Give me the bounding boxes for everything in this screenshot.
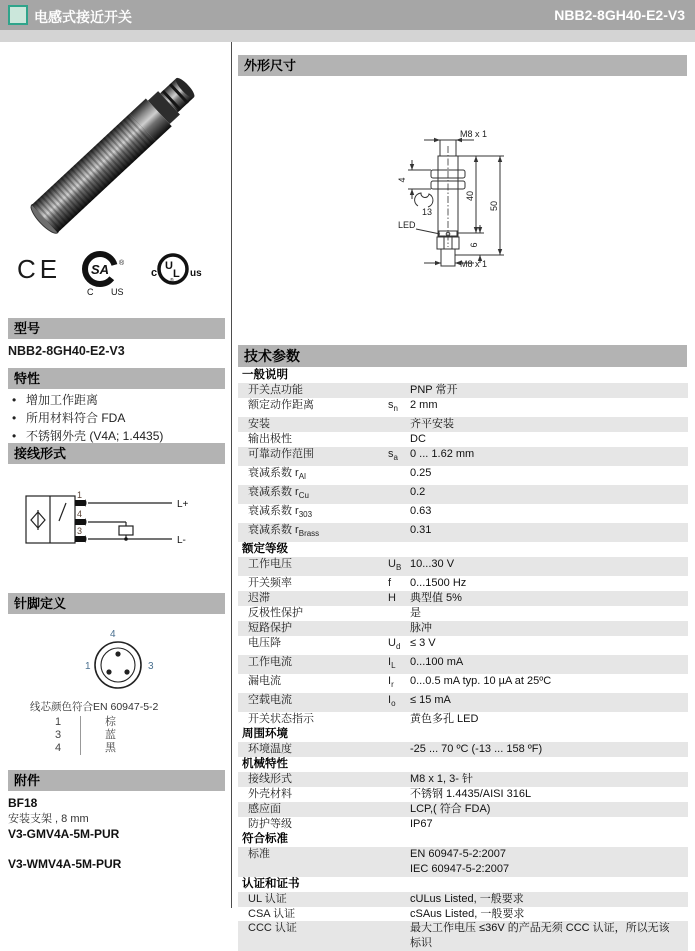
tech-row-symbol (388, 606, 410, 621)
tech-row-value: DC (410, 432, 426, 445)
accessory-name: V3-WMV4A-5M-PUR (8, 857, 122, 871)
section-features: 特性 (8, 368, 225, 389)
tech-row-symbol (388, 847, 410, 877)
tech-row-symbol (388, 907, 410, 922)
tech-row-value: 0...100 mA (410, 656, 464, 669)
tech-row-value: LCP,( 符合 FDA) (410, 803, 491, 815)
tech-row-value: ≤ 3 V (410, 637, 436, 649)
tech-row-symbol: $U_B$ (388, 558, 402, 573)
tech-row (238, 523, 688, 542)
tech-row-label: 短路保护 (248, 622, 292, 635)
svg-text:L: L (173, 268, 180, 280)
tech-row (238, 432, 688, 447)
feature-list (10, 391, 225, 445)
section-accessories: 附件 (8, 770, 225, 791)
tech-row-value: IP67 (410, 817, 433, 830)
tech-row (238, 466, 688, 485)
tech-row-value: 0.63 (410, 505, 432, 518)
tech-table (238, 368, 688, 951)
tech-row-label: 开关点功能 (248, 384, 303, 396)
svg-text:1: 1 (77, 490, 83, 500)
tech-row-value: 0.2 (410, 486, 426, 498)
dimension-drawing (396, 126, 526, 281)
tech-row-value: EN 60947-5-2:2007 IEC 60947-5-2:2007 (410, 847, 510, 875)
accessory-name: V3-GMV4A-5M-PUR (8, 827, 120, 841)
wire-color-row: 1 棕 (54, 716, 116, 728)
svg-text:4: 4 (110, 629, 116, 640)
svg-text:c: c (151, 267, 158, 279)
tech-row (238, 693, 688, 712)
tech-row-label: 接线形式 (248, 773, 292, 786)
tech-row-label: 工作电流 (248, 656, 292, 669)
feature-item: • 所用材料符合 FDA (12, 411, 126, 425)
tech-row-value: 0.31 (410, 524, 432, 537)
tech-row-label: 衰减系数 $r_{Brass}$ (248, 524, 320, 539)
tech-row-symbol (388, 742, 410, 757)
product-category-icon (8, 5, 28, 25)
tech-row-value: 10...30 V (410, 558, 455, 571)
tech-group-header: 额定等级 (238, 542, 688, 557)
svg-text:®: ® (119, 260, 125, 267)
tech-row-label: 漏电流 (248, 675, 281, 688)
model-number: NBB2-8GH40-E2-V3 (8, 344, 125, 358)
tech-row-label: 可靠动作范围 (248, 447, 314, 460)
tech-row-symbol (388, 802, 410, 817)
tech-row (238, 772, 688, 787)
accessory-name: BF18 (8, 796, 38, 810)
svg-text:50: 50 (489, 200, 499, 212)
tech-row (238, 712, 688, 727)
tech-row-value: cULus Listed, 一般要求 (410, 892, 524, 905)
tech-row (238, 817, 688, 832)
tech-row-value: 最大工作电压 ≤36V 的产品无须 CCC 认证，所以无该标识 (410, 922, 670, 950)
svg-text:40: 40 (465, 190, 475, 202)
tech-row-value: 脉冲 (410, 622, 432, 635)
tech-row (238, 485, 688, 504)
tech-row-label: 反极性保护 (248, 607, 303, 620)
tech-row (238, 907, 688, 922)
tech-row-label: 空载电流 (248, 694, 292, 707)
tech-row (238, 621, 688, 636)
tech-row-symbol: $U_d$ (388, 637, 401, 652)
tech-row (238, 787, 688, 802)
feature-item: • 不锈钢外壳 (V4A; 1.4435) (12, 429, 164, 443)
tech-row-value: 黄色多孔 LED (410, 713, 479, 726)
svg-text:L+: L+ (177, 499, 189, 510)
wrench-icon (415, 193, 433, 207)
accessory-desc: 安装支架 , 8 mm (8, 813, 89, 825)
svg-text:1: 1 (85, 661, 91, 672)
tech-row (238, 557, 688, 576)
tech-row-label: 衰减系数 $r_{303}$ (248, 505, 313, 520)
tech-row-value: 0...1500 Hz (410, 577, 467, 590)
tech-row (238, 504, 688, 523)
tech-row-value: PNP 常开 (410, 384, 458, 396)
tech-row (238, 921, 688, 951)
column-divider (231, 42, 232, 908)
tech-row-symbol (388, 485, 410, 504)
tech-row-label: 工作电压 (248, 558, 292, 571)
svg-text:®: ® (170, 278, 174, 284)
tech-row-label: 安装 (248, 418, 270, 430)
svg-text:3: 3 (148, 661, 154, 672)
tech-row (238, 674, 688, 693)
ul-mark-icon (142, 252, 206, 292)
section-pinout: 针脚定义 (8, 593, 225, 614)
tech-row-value: 是 (410, 607, 421, 620)
svg-text:us: us (190, 268, 202, 279)
svg-text:4: 4 (397, 177, 407, 183)
tech-row (238, 606, 688, 621)
tech-row-value: 典型值 5% (410, 592, 462, 605)
wire-color-note: 线芯颜色符合EN 60947-5-2 (30, 701, 159, 713)
tech-row-value: -25 ... 70 ºC (-13 ... 158 ºF) (410, 743, 543, 756)
tech-row-symbol (388, 466, 410, 485)
tech-row-label: 衰减系数 $r_{Al}$ (248, 466, 306, 482)
section-tech: 技术参数 (238, 345, 687, 367)
tech-row-label: 环境温度 (248, 743, 292, 756)
tech-row-symbol (388, 432, 410, 447)
tech-row-value: cSAus Listed, 一般要求 (410, 907, 525, 920)
tech-row-symbol: $I_L$ (388, 656, 396, 671)
tech-row-symbol (388, 417, 410, 432)
tech-row-label: CSA 认证 (248, 907, 296, 920)
tech-row-symbol (388, 504, 410, 523)
svg-text:U: U (165, 260, 173, 272)
tech-row-value: 2 mm (410, 398, 438, 411)
tech-row-symbol: $s_n$ (388, 398, 398, 414)
tech-row-symbol (388, 712, 410, 727)
tech-group-header: 认证和证书 (238, 877, 688, 892)
header-substrip (0, 30, 695, 42)
tech-row (238, 636, 688, 655)
svg-text:L-: L- (177, 535, 186, 546)
svg-text:6: 6 (469, 242, 479, 248)
tech-row (238, 576, 688, 591)
tech-row-value: 齐平安装 (410, 418, 454, 430)
tech-row-label: 防护等级 (248, 817, 292, 830)
tech-row-label: UL 认证 (248, 892, 287, 905)
tech-row-symbol (388, 523, 410, 542)
csa-mark-icon (78, 248, 128, 298)
tech-row-label: CCC 认证 (248, 922, 297, 935)
tech-row-label: 输出极性 (248, 432, 292, 445)
ce-mark-icon (16, 252, 68, 286)
tech-row-label: 额定动作距离 (248, 398, 314, 411)
tech-row (238, 802, 688, 817)
wire-color-row: 4 黑 (54, 742, 116, 754)
tech-row-label: 迟滞 (248, 592, 270, 605)
tech-group-header: 一般说明 (238, 368, 688, 383)
tech-row-symbol (388, 817, 410, 832)
tech-row (238, 383, 688, 398)
svg-text:US: US (111, 287, 124, 297)
tech-group-header: 周围环境 (238, 727, 688, 742)
tech-row-symbol (388, 787, 410, 802)
section-model: 型号 (8, 318, 225, 339)
product-photo (12, 48, 217, 258)
tech-group-header: 机械特性 (238, 757, 688, 772)
tech-row-label: 外壳材料 (248, 788, 292, 801)
svg-text:M8 x 1: M8 x 1 (460, 259, 488, 269)
tech-row (238, 742, 688, 757)
tech-row-symbol (388, 921, 410, 951)
tech-row-symbol (388, 621, 410, 636)
tech-row-symbol (388, 772, 410, 787)
wire-color-table (36, 716, 186, 755)
tech-row-label: 感应面 (248, 803, 281, 815)
wire-color-row: 3 蓝 (54, 729, 116, 741)
svg-text:M8 x 1: M8 x 1 (460, 129, 488, 139)
svg-text:SA: SA (91, 262, 110, 277)
tech-row-symbol: f (388, 577, 392, 590)
tech-row-value: ≤ 15 mA (410, 694, 451, 707)
tech-row-value: 不锈钢 1.4435/AISI 316L (410, 788, 532, 801)
part-number-title: NBB2-8GH40-E2-V3 (554, 7, 685, 23)
svg-text:13: 13 (422, 207, 433, 217)
tech-row-symbol: $I_r$ (388, 675, 394, 690)
section-connection: 接线形式 (8, 443, 225, 464)
tech-row-symbol (388, 892, 410, 907)
svg-text:C: C (87, 287, 94, 297)
svg-text:3: 3 (77, 526, 83, 536)
tech-row-symbol: $I_o$ (388, 694, 396, 709)
tech-row-label: 标准 (248, 847, 270, 860)
feature-item: • 增加工作距离 (12, 393, 99, 407)
tech-row-symbol: $s_a$ (388, 447, 398, 462)
tech-row (238, 417, 688, 432)
tech-row (238, 892, 688, 907)
tech-row-label: 衰减系数 $r_{Cu}$ (248, 486, 309, 501)
tech-row-label: 开关频率 (248, 577, 292, 590)
tech-row-symbol: H (388, 592, 396, 605)
pinout-diagram (72, 627, 164, 699)
tech-group-header: 符合标准 (238, 832, 688, 847)
tech-row (238, 591, 688, 606)
tech-row-value: 0...0.5 mA typ. 10 µA at 25ºC (410, 675, 552, 688)
svg-text:4: 4 (77, 509, 83, 519)
tech-row (238, 847, 688, 877)
tech-row-value: 0.25 (410, 466, 432, 479)
svg-text:CE: CE (17, 254, 62, 284)
wiring-diagram (14, 490, 214, 562)
tech-row (238, 398, 688, 417)
tech-row-label: 电压降 (248, 637, 281, 649)
tech-row (238, 447, 688, 466)
tech-row (238, 655, 688, 674)
tech-row-value: M8 x 1, 3- 针 (410, 773, 473, 786)
tech-row-value: 0 ... 1.62 mm (410, 447, 475, 460)
section-dimensions: 外形尺寸 (238, 55, 687, 76)
tech-row-symbol (388, 383, 410, 398)
product-type-title: 电感式接近开关 (34, 9, 132, 25)
tech-row-label: 开关状态指示 (248, 713, 314, 726)
svg-text:LED: LED (398, 220, 416, 230)
